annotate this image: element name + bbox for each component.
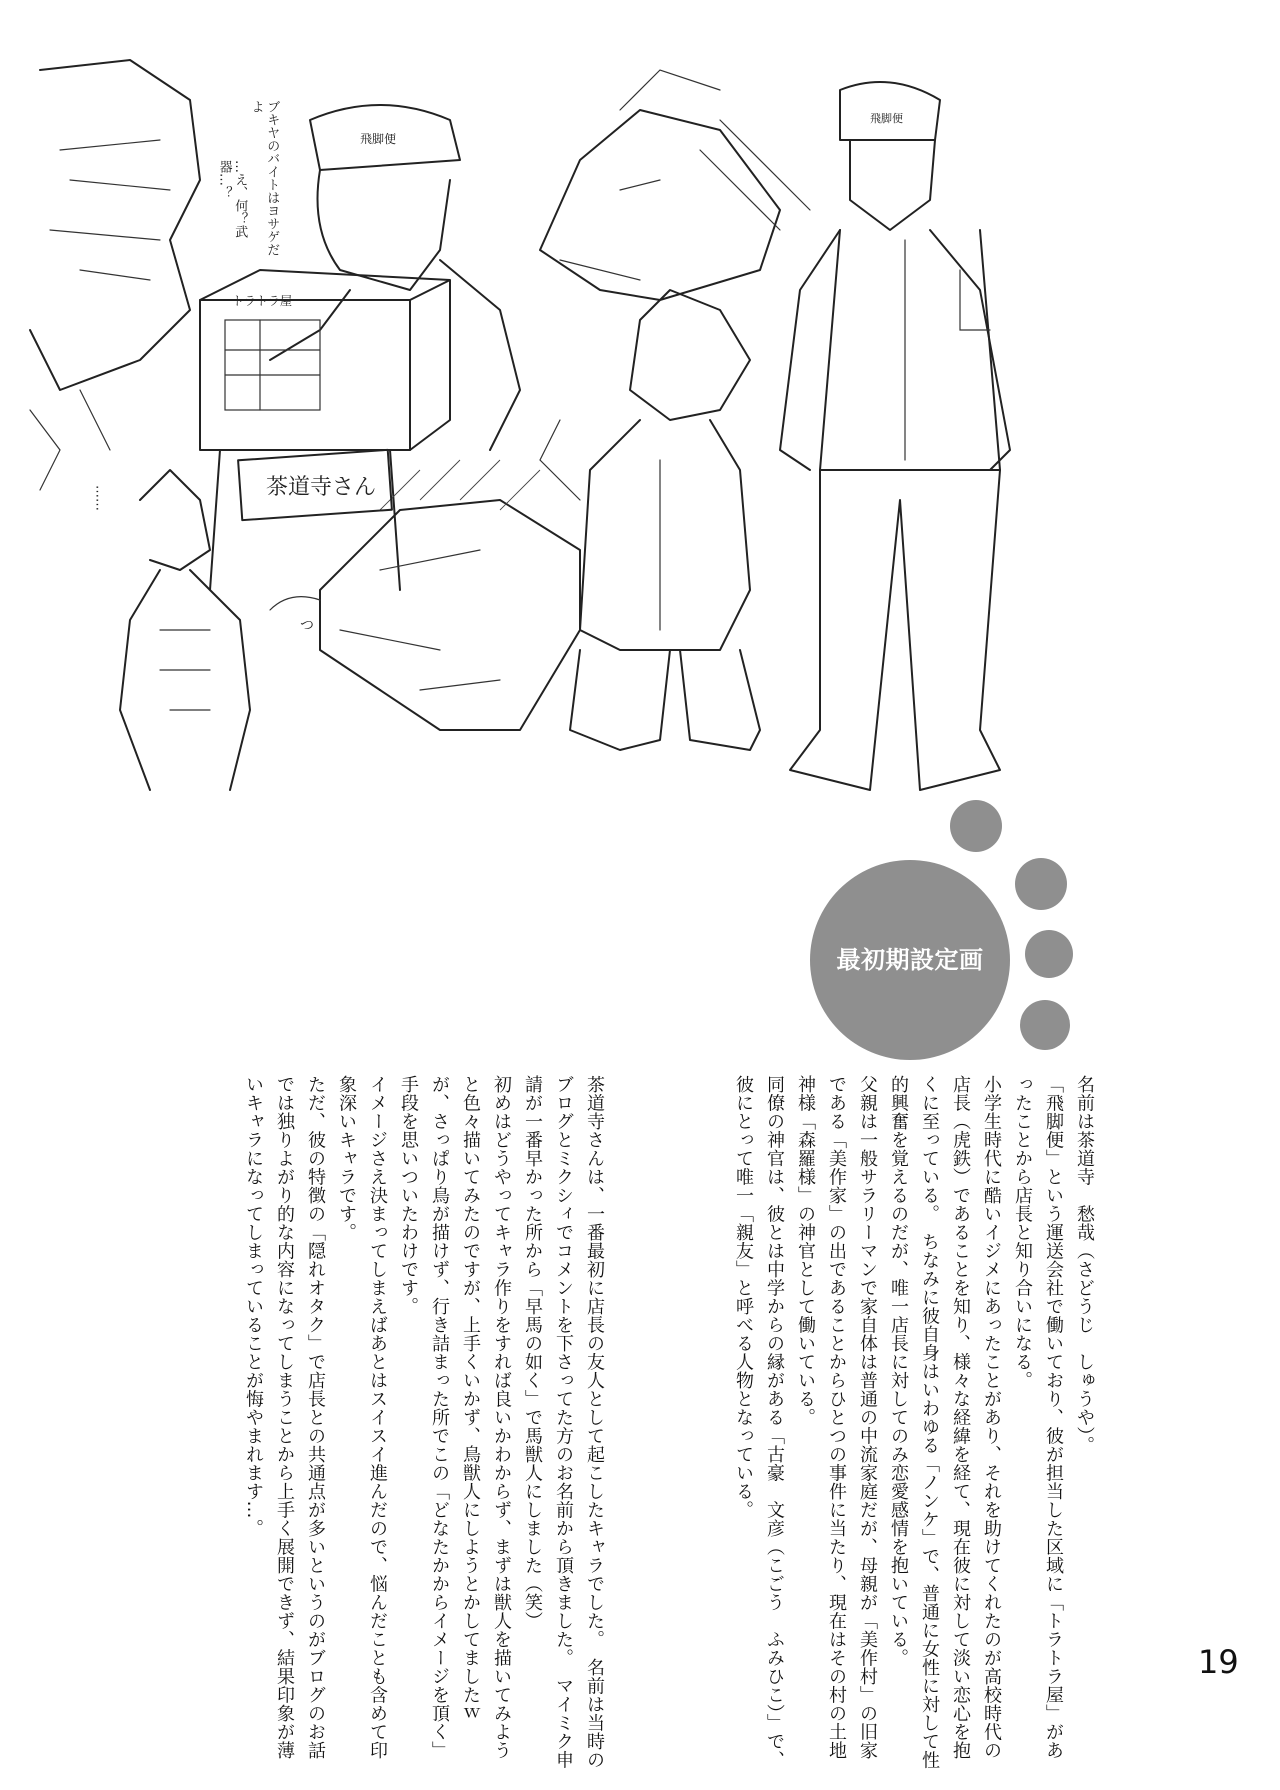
paw-toe — [1025, 930, 1073, 978]
commentary-paragraph: 茶道寺さんは、一番最初に店長の友人として起こしたキャラでした。 名前は当時のブログとミクシィでコメントを下さってた方のお名前から頂きました。 マイミク申請が一番早かった所から「早馬の如く」で馬獣人にしました（笑） — [522, 1075, 605, 1769]
paw-toe — [1015, 858, 1067, 910]
commentary-paragraph: ただ、彼の特徴の「隠れオタク」で店長との共通点が多いというのがブログのお話では独りよがり的な内容になってしまうことから上手く展開できず、結果印象が薄いキャラになってしまっていることが悔やまれます…。 — [243, 1075, 326, 1760]
section-title: 最初期設定画 — [836, 946, 984, 974]
sketch-shout-label: つ — [300, 618, 314, 634]
sketch-hat-label-2: 飛脚便 — [870, 112, 903, 125]
paw-badge — [810, 800, 1110, 1060]
profile-paragraph: 小学生時代に酷いイジメにあったことがあり、それを助けてくれたのが高校時代の店長（虎鉄）であることを知り、様々な経緯を経て、現在彼に対して淡い恋心を抱くに至っている。 ちなみに彼自身はいわゆる「ノンケ」で、普通に女性に対して性的興奮を覚えるのだが、唯一店長に対してのみ恋愛感情を抱いている。 — [888, 1075, 1002, 1769]
commentary-paragraph: イメージさえ決まってしまえばあとはスイスイ進んだので、悩んだことも含めて印象深いキャラです。 — [336, 1075, 388, 1760]
paw-toe — [1020, 1000, 1070, 1050]
profile-paragraph: 「飛脚便」という運送会社で働いており、彼が担当した区域に「トラトラ屋」があったことから店長と知り合いになる。 — [1012, 1075, 1064, 1760]
profile-paragraph: 同僚の神官は、彼とは中学からの縁がある「古豪 文彦（こごう ふみひこ）」で、彼にとって唯一「親友」と呼べる人物となっている。 — [733, 1075, 785, 1769]
sketch-note-ellipsis: …… — [92, 485, 108, 511]
sketch-note-question: …え、何？武器…？ — [216, 160, 248, 238]
sketch-sign-label: 茶道寺さん — [266, 475, 377, 500]
sketch-hat-label: 飛脚便 — [360, 132, 397, 146]
character-sketch-illustration — [20, 30, 1030, 860]
sketch-drawing — [20, 30, 1030, 860]
commentary-paragraph: 初めはどうやってキャラ作りをすれば良いかわからず、まずは獣人を描いてみようと色々描いてみたのですが、上手くいかず、鳥獣人にしようとかしてましたｗ が、さっぱり鳥が描けず、行き詰まった所でこの「どなたかからイメージを頂く」手段を思いついたわけです。 — [398, 1075, 512, 1760]
profile-paragraph: 名前は茶道寺 愁哉（さどうじ しゅうや）。 — [1074, 1075, 1095, 1455]
author-commentary-text — [150, 1075, 610, 1775]
paw-toe — [950, 800, 1002, 852]
page-number: 19 — [1198, 1643, 1239, 1681]
character-profile-text — [655, 1075, 1100, 1775]
sketch-note-speech: ブキヤのバイトはヨサゲだよ — [248, 100, 280, 256]
sketch-box-label: トラトラ屋 — [232, 294, 293, 308]
profile-paragraph: 父親は一般サラリーマンで家自体は普通の中流家庭だが、母親が「美作村」の旧家である「美作家」の出であることからひとつの事件に当たり、現在はその村の土地神様「森羅様」の神官として働いている。 — [795, 1075, 878, 1760]
